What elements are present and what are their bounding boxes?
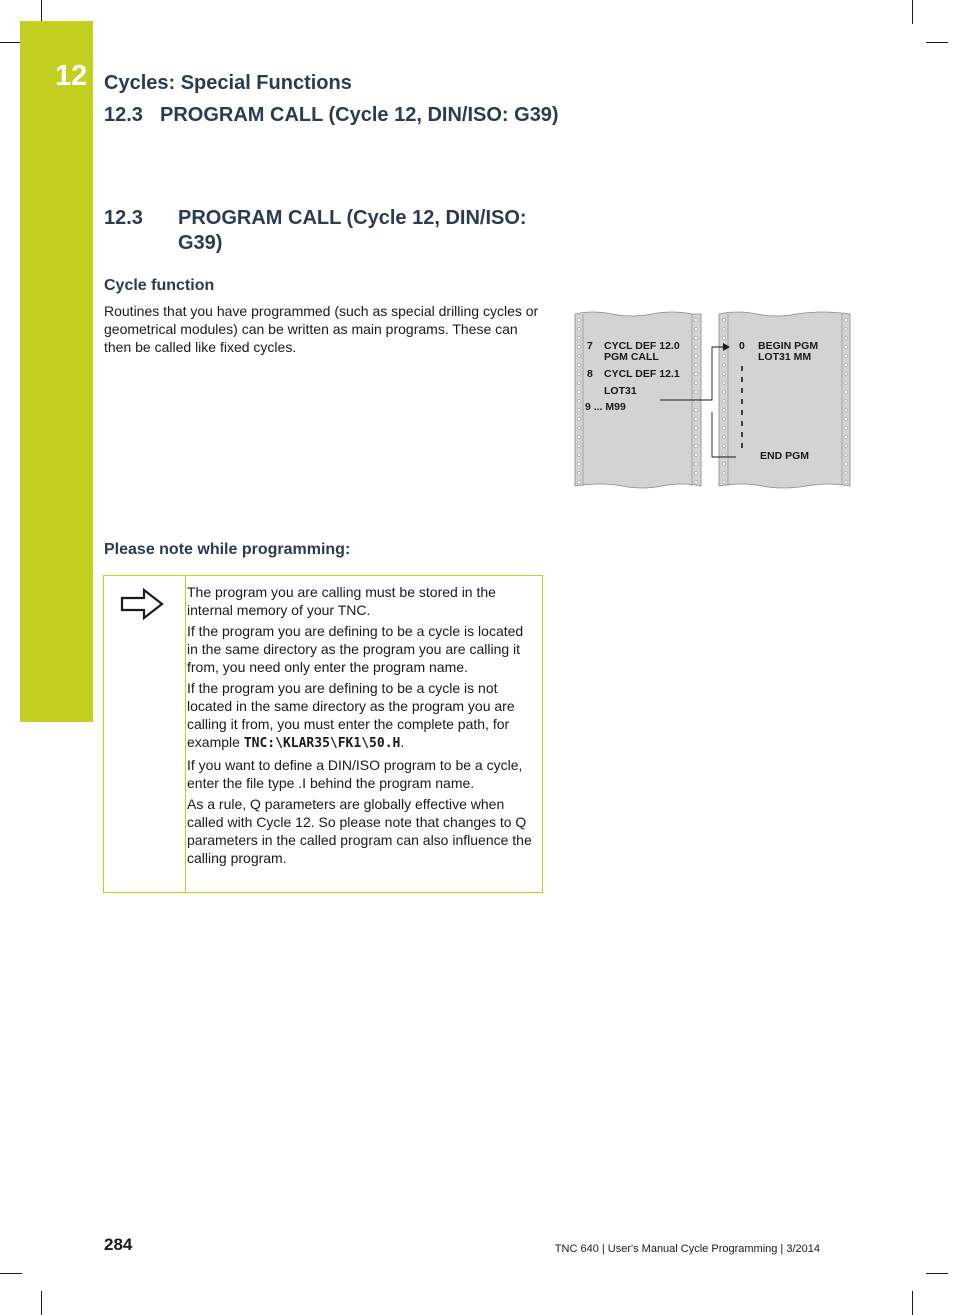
perforation-hole [694, 480, 697, 483]
line8-number: 8 [587, 368, 593, 380]
perforation-hole [722, 435, 725, 438]
footer-text: TNC 640 | User's Manual Cycle Programming | 3/2014 [554, 1243, 820, 1255]
line9-text: 9 ... M99 [585, 401, 626, 413]
section-number: 12.3 [104, 207, 143, 229]
perforation-hole [844, 399, 847, 402]
running-section-number: 12.3 [104, 104, 143, 126]
perforation-hole [694, 462, 697, 465]
cycle-function-text: Routines that you have programmed (such as special drilling cycles or geometrical modules) can be written as main programs. These can then be called like fixed cycles. [104, 303, 539, 355]
perforation-hole [844, 318, 847, 321]
perforation-hole [577, 453, 580, 456]
line7-subtext: PGM CALL [604, 351, 659, 363]
line0-subtext: LOT31 MM [758, 351, 812, 363]
line0-number: 0 [739, 340, 745, 352]
perforation-hole [577, 435, 580, 438]
note-divider [185, 576, 186, 892]
perforation-hole [722, 372, 725, 375]
perforation-hole [722, 453, 725, 456]
perforation-hole [694, 471, 697, 474]
perforation-hole [844, 372, 847, 375]
perforation-hole [844, 327, 847, 330]
perforation-hole [577, 318, 580, 321]
perforation-hole [844, 417, 847, 420]
end-pgm-text: END PGM [760, 450, 810, 462]
perforation-hole [577, 399, 580, 402]
perforation-hole [722, 444, 725, 447]
perforation-hole [722, 426, 725, 429]
perforation-hole [694, 408, 697, 411]
note-paragraph: As a rule, Q parameters are globally effective when called with Cycle 12. So please note that changes to Q parameters in the called program can also influence the calling program. [187, 796, 532, 866]
crop-mark [912, 0, 913, 24]
perforation-hole [694, 381, 697, 384]
perforation-hole [694, 453, 697, 456]
crop-mark [0, 1273, 22, 1274]
perforation-hole [694, 363, 697, 366]
perforation-hole [844, 354, 847, 357]
crop-mark [41, 1291, 42, 1315]
perforation-hole [577, 327, 580, 330]
note-text: . [400, 734, 405, 750]
crop-mark [912, 1291, 913, 1315]
line8-subtext: LOT31 [604, 385, 637, 397]
perforation-hole [577, 426, 580, 429]
perforation-hole [844, 381, 847, 384]
perforation-hole [844, 390, 847, 393]
perforation-hole [694, 435, 697, 438]
program-call-figure [572, 310, 852, 490]
perforation-hole [844, 471, 847, 474]
perforation-hole [722, 399, 725, 402]
perforation-hole [577, 390, 580, 393]
perforation-hole [577, 480, 580, 483]
perforation-hole [577, 408, 580, 411]
perforation-hole [577, 372, 580, 375]
perforation-hole [577, 345, 580, 348]
perforation-hole [844, 444, 847, 447]
line7-number: 7 [587, 340, 593, 352]
crop-mark [0, 42, 22, 43]
perforation-hole [694, 444, 697, 447]
perforation-hole [722, 327, 725, 330]
running-section-title [104, 104, 559, 127]
perforation-hole [722, 471, 725, 474]
perforation-hole [577, 363, 580, 366]
note-box [103, 575, 543, 893]
crop-mark [926, 1273, 948, 1274]
chapter-title: Cycles: Special Functions [104, 72, 352, 94]
chapter-sidebar [20, 21, 93, 722]
section-title: PROGRAM CALL (Cycle 12, DIN/ISO: G39) [178, 207, 527, 254]
crop-mark [926, 42, 948, 43]
perforation-hole [722, 363, 725, 366]
path-example: TNC:\KLAR35\FK1\50.H [243, 736, 401, 751]
perforation-hole [694, 426, 697, 429]
perforation-hole [844, 426, 847, 429]
line0-text: BEGIN PGM [758, 340, 819, 352]
perforation-hole [844, 480, 847, 483]
perforation-hole [722, 417, 725, 420]
perforation-hole [577, 336, 580, 339]
perforation-hole [722, 336, 725, 339]
perforation-hole [844, 345, 847, 348]
note-paragraph: If the program you are defining to be a cycle is located in the same directory as the program you are calling it from, you need only enter the program name. [187, 623, 524, 675]
perforation-hole [722, 480, 725, 483]
note-content [187, 583, 537, 870]
note-text: If the program you are defining to be a cycle is not located in the same directory as the program you are calling it from, you must enter the complete path, for example [187, 680, 515, 750]
line7-text: CYCL DEF 12.0 [604, 340, 680, 352]
perforation-hole [844, 408, 847, 411]
cycle-function-heading: Cycle function [104, 277, 215, 294]
perforation-hole [844, 435, 847, 438]
perforation-hole [694, 345, 697, 348]
running-section-text: PROGRAM CALL (Cycle 12, DIN/ISO: G39) [160, 104, 559, 126]
perforation-hole [722, 318, 725, 321]
perforation-hole [722, 390, 725, 393]
perforation-hole [577, 462, 580, 465]
perforation-hole [577, 471, 580, 474]
perforation-hole [844, 363, 847, 366]
note-paragraph [187, 679, 537, 753]
perforation-hole [694, 372, 697, 375]
perforation-hole [722, 408, 725, 411]
perforation-hole [722, 462, 725, 465]
perforation-hole [577, 417, 580, 420]
arrow-right-outline-icon [118, 586, 166, 622]
perforation-hole [694, 336, 697, 339]
perforation-hole [577, 444, 580, 447]
perforation-hole [577, 354, 580, 357]
page-number: 284 [104, 1235, 133, 1254]
perforation-hole [844, 462, 847, 465]
perforation-hole [694, 354, 697, 357]
chapter-number: 12 [55, 60, 88, 92]
notes-heading: Please note while programming: [104, 541, 351, 558]
perforation-hole [577, 381, 580, 384]
perforation-hole [694, 417, 697, 420]
line8-text: CYCL DEF 12.1 [604, 368, 680, 380]
perforation-hole [844, 336, 847, 339]
perforation-hole [722, 354, 725, 357]
note-paragraph: The program you are calling must be stored in the internal memory of your TNC. [187, 584, 496, 618]
perforation-hole [694, 327, 697, 330]
perforation-hole [722, 381, 725, 384]
note-paragraph: If you want to define a DIN/ISO program to be a cycle, enter the file type .I behind the program name. [187, 757, 523, 791]
perforation-hole [844, 453, 847, 456]
perforation-hole [694, 390, 697, 393]
perforation-hole [694, 318, 697, 321]
